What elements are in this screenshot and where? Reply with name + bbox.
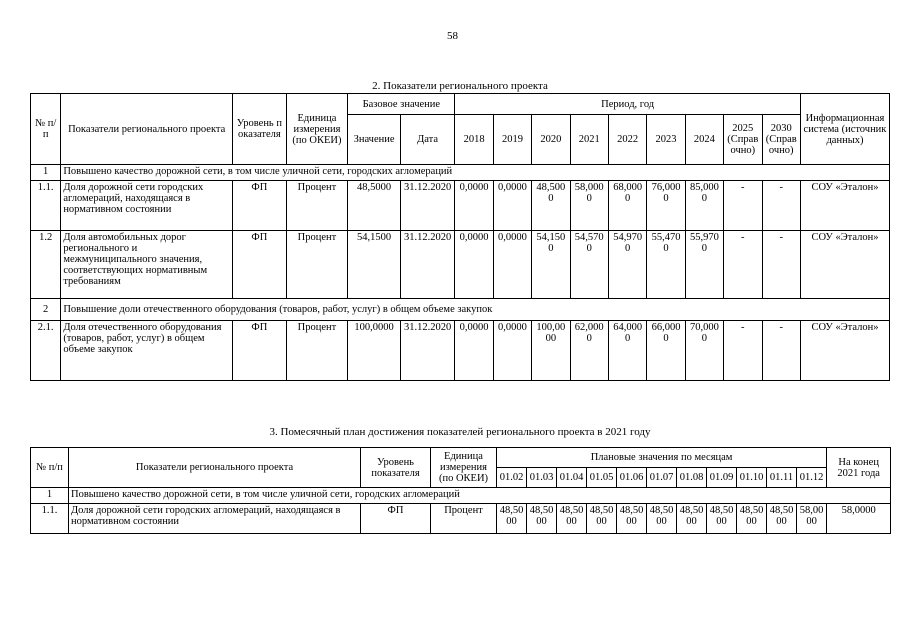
col-month: 01.12 — [797, 468, 827, 488]
col-month: 01.04 — [557, 468, 587, 488]
row-value: 54,5700 — [570, 231, 608, 299]
row-month-value: 48,5000 — [497, 504, 527, 534]
table-row — [31, 181, 890, 231]
row-value: 64,0000 — [608, 321, 646, 381]
row-value: - — [762, 181, 800, 231]
group-row — [31, 165, 890, 181]
row-value: 58,0000 — [570, 181, 608, 231]
monthly-plan-table — [30, 447, 891, 534]
row-month-value: 48,5000 — [767, 504, 797, 534]
row-name: Доля автомобильных дорог регионального и межмуниципального значения, соответствующих нормативным требованиям — [61, 231, 233, 299]
col-month: 01.09 — [707, 468, 737, 488]
row-value: 68,0000 — [608, 181, 646, 231]
col-year: 2018 — [455, 115, 493, 165]
group-title: Повышено качество дорожной сети, в том числе уличной сети, городских агломераций — [69, 488, 891, 504]
row-value: - — [724, 181, 762, 231]
col-year: 2024 — [685, 115, 723, 165]
row-value: 54,1500 — [532, 231, 570, 299]
row-value: 76,0000 — [647, 181, 685, 231]
row-year-end: 58,0000 — [827, 504, 891, 534]
col-month: 01.07 — [647, 468, 677, 488]
row-value: 0,0000 — [493, 231, 531, 299]
row-info: СОУ «Эталон» — [800, 231, 889, 299]
table-row — [31, 504, 891, 534]
col-month: 01.08 — [677, 468, 707, 488]
row-level: ФП — [361, 504, 431, 534]
col-base-value: Значение — [348, 115, 401, 165]
col-year: 2025 (Справочно) — [724, 115, 762, 165]
row-base-date: 31.12.2020 — [400, 321, 455, 381]
row-value: 0,0000 — [455, 321, 493, 381]
row-month-value: 48,5000 — [587, 504, 617, 534]
row-value: - — [724, 231, 762, 299]
row-base-value: 48,5000 — [348, 181, 401, 231]
row-month-value: 48,5000 — [707, 504, 737, 534]
col-month: 01.05 — [587, 468, 617, 488]
regional-indicators-table — [30, 93, 890, 381]
col-num: № п/п — [31, 94, 61, 165]
col-base: Базовое значение — [348, 94, 455, 115]
col-indicator: Показатели регионального проекта — [61, 94, 233, 165]
row-unit: Процент — [431, 504, 497, 534]
row-name: Доля дорожной сети городских агломераций, находящаяся в нормативном состоянии — [69, 504, 361, 534]
row-month-value: 48,5000 — [737, 504, 767, 534]
page-number: 58 — [447, 30, 458, 42]
col-info: Информационная система (источник данных) — [800, 94, 889, 165]
col-num: № п/п — [31, 448, 69, 488]
group-row — [31, 299, 890, 321]
col-year: 2022 — [608, 115, 646, 165]
row-value: - — [762, 231, 800, 299]
group-num: 2 — [31, 299, 61, 321]
row-value: - — [762, 321, 800, 381]
col-month: 01.02 — [497, 468, 527, 488]
col-period: Период, год — [455, 94, 801, 115]
col-month: 01.03 — [527, 468, 557, 488]
col-year: 2019 — [493, 115, 531, 165]
row-name: Доля отечественного оборудования (товаров, работ, услуг) в общем объеме закупок — [61, 321, 233, 381]
col-year-end: На конец 2021 года — [827, 448, 891, 488]
row-level: ФП — [233, 321, 287, 381]
row-num: 1.2 — [31, 231, 61, 299]
row-name: Доля дорожной сети городских агломераций, находящаяся в нормативном состоянии — [61, 181, 233, 231]
col-year: 2021 — [570, 115, 608, 165]
row-base-value: 100,0000 — [348, 321, 401, 381]
row-month-value: 58,0000 — [797, 504, 827, 534]
col-month: 01.06 — [617, 468, 647, 488]
table-header-row — [31, 94, 890, 115]
row-level: ФП — [233, 181, 287, 231]
col-year: 2023 — [647, 115, 685, 165]
row-value: 0,0000 — [455, 181, 493, 231]
row-info: СОУ «Эталон» — [800, 321, 889, 381]
col-unit: Единица измерения (по ОКЕИ) — [431, 448, 497, 488]
row-month-value: 48,5000 — [647, 504, 677, 534]
group-num: 1 — [31, 165, 61, 181]
row-value: 54,9700 — [608, 231, 646, 299]
row-value: 66,0000 — [647, 321, 685, 381]
group-row — [31, 488, 891, 504]
col-year: 2020 — [532, 115, 570, 165]
row-value: 0,0000 — [455, 231, 493, 299]
row-level: ФП — [233, 231, 287, 299]
col-unit: Единица измерения (по ОКЕИ) — [286, 94, 348, 165]
row-base-date: 31.12.2020 — [400, 231, 455, 299]
row-month-value: 48,5000 — [527, 504, 557, 534]
section3-caption: 3. Помесячный план достижения показателей регионального проекта в 2021 году — [269, 426, 651, 438]
row-num: 1.1. — [31, 504, 69, 534]
col-level: Уровень показателя — [233, 94, 287, 165]
row-unit: Процент — [286, 181, 348, 231]
col-base-date: Дата — [400, 115, 455, 165]
group-num: 1 — [31, 488, 69, 504]
section2-caption: 2. Показатели регионального проекта — [372, 80, 548, 92]
row-value: 55,9700 — [685, 231, 723, 299]
col-plan: Плановые значения по месяцам — [497, 448, 827, 468]
group-title: Повышено качество дорожной сети, в том числе уличной сети, городских агломераций — [61, 165, 890, 181]
row-value: 55,4700 — [647, 231, 685, 299]
row-month-value: 48,5000 — [557, 504, 587, 534]
col-indicator: Показатели регионального проекта — [69, 448, 361, 488]
group-title: Повышение доли отечественного оборудования (товаров, работ, услуг) в общем объеме закупок — [61, 299, 890, 321]
col-level: Уровень показателя — [361, 448, 431, 488]
row-value: 48,5000 — [532, 181, 570, 231]
row-month-value: 48,5000 — [617, 504, 647, 534]
row-value: 62,0000 — [570, 321, 608, 381]
row-base-date: 31.12.2020 — [400, 181, 455, 231]
col-year: 2030 (Справочно) — [762, 115, 800, 165]
row-num: 2.1. — [31, 321, 61, 381]
row-base-value: 54,1500 — [348, 231, 401, 299]
row-value: 100,0000 — [532, 321, 570, 381]
row-num: 1.1. — [31, 181, 61, 231]
row-unit: Процент — [286, 321, 348, 381]
row-info: СОУ «Эталон» — [800, 181, 889, 231]
row-unit: Процент — [286, 231, 348, 299]
row-value: 0,0000 — [493, 181, 531, 231]
row-value: - — [724, 321, 762, 381]
row-value: 70,0000 — [685, 321, 723, 381]
col-month: 01.10 — [737, 468, 767, 488]
col-month: 01.11 — [767, 468, 797, 488]
table-row — [31, 321, 890, 381]
table-header-row — [31, 448, 891, 468]
row-month-value: 48,5000 — [677, 504, 707, 534]
table-row — [31, 231, 890, 299]
row-value: 85,0000 — [685, 181, 723, 231]
row-value: 0,0000 — [493, 321, 531, 381]
